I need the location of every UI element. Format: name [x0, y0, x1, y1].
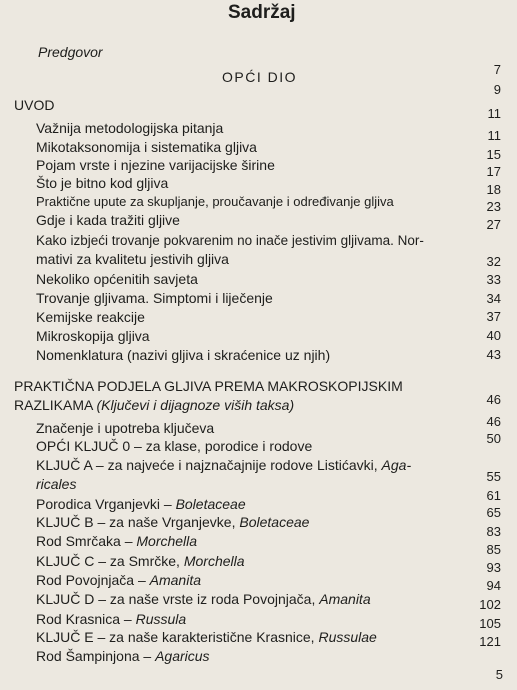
toc-entry: Kemijske reakcije — [36, 309, 145, 325]
toc-entry: KLJUČ E – za naše karakteristične Krasnice, Russulae — [36, 629, 377, 645]
page-number: 11 — [487, 128, 501, 143]
page-number: 23 — [486, 199, 501, 214]
toc-entry-predgovor: Predgovor — [38, 44, 103, 60]
page-number: 11 — [487, 106, 501, 121]
page-number: 32 — [486, 254, 501, 269]
toc-entry: Mikroskopija gljiva — [36, 328, 150, 344]
page-number: 37 — [486, 309, 501, 324]
page-number: 34 — [486, 291, 501, 306]
toc-entry: KLJUČ C – za Smrčke, Morchella — [36, 553, 245, 569]
page-number: 15 — [486, 147, 501, 162]
toc-entry: KLJUČ B – za naše Vrganjevke, Boletaceae — [36, 514, 310, 530]
toc-entry-uvod: UVOD — [14, 97, 55, 113]
toc-entry: Značenje i upotreba ključeva — [36, 420, 215, 436]
toc-entry: Rod Smrčaka – Morchella — [36, 533, 198, 549]
page-number: 33 — [486, 272, 501, 287]
page-number: 105 — [479, 616, 501, 631]
toc-entry: Trovanje gljivama. Simptomi i liječenje — [36, 290, 273, 306]
page-number: 27 — [486, 217, 501, 232]
toc-entry: Mikotaksonomija i sistematika gljiva — [36, 139, 257, 155]
page-number: 43 — [486, 347, 501, 362]
page-number: 93 — [486, 560, 501, 575]
toc-section-prakticna: PRAKTIČNA PODJELA GLJIVA PREMA MAKROSKOPIJSKIM — [14, 378, 403, 394]
page-number: 40 — [486, 328, 501, 343]
page-number: 46 — [486, 392, 501, 407]
page-number: 85 — [486, 542, 501, 557]
toc-entry: Rod Šampinjona – Agaricus — [36, 648, 210, 664]
toc-entry: Što je bitno kod gljiva — [36, 175, 169, 191]
page-folio: 5 — [495, 667, 503, 682]
toc-entry: KLJUČ A – za najveće i najznačajnije rodove Listićavki, Aga- — [36, 457, 412, 473]
page-number: 50 — [486, 431, 501, 446]
page-number: 65 — [486, 505, 501, 520]
toc-entry: ricales — [36, 476, 77, 492]
toc-entry: KLJUČ D – za naše vrste iz roda Povojnjača, Amanita — [36, 591, 371, 607]
toc-entry: Rod Povojnjača – Amanita — [36, 572, 201, 588]
page-number: 121 — [479, 634, 501, 649]
toc-entry: OPĆI KLJUČ 0 – za klase, porodice i rodove — [36, 438, 313, 454]
page-number: 7 — [493, 62, 501, 77]
page-title: Sadržaj — [228, 2, 296, 23]
toc-entry: Pojam vrste i njezine varijacijske širine — [36, 157, 275, 173]
page-number: 94 — [486, 578, 501, 593]
page-number: 83 — [486, 524, 501, 539]
page-number: 17 — [486, 164, 501, 179]
page-number: 18 — [486, 182, 501, 197]
toc-entry: Rod Krasnica – Russula — [36, 611, 187, 627]
toc-entry: Nomenklatura (nazivi gljiva i skraćenice uz njih) — [36, 347, 331, 363]
toc-entry: Nekoliko općenitih savjeta — [36, 271, 198, 287]
toc-section-razlikama: RAZLIKAMA (Ključevi i dijagnoze viših taksa) — [14, 397, 295, 413]
toc-entry: Gdje i kada tražiti gljive — [36, 212, 180, 228]
toc-entry: Važnija metodologijska pitanja — [36, 120, 224, 136]
page-number: 9 — [493, 82, 501, 97]
toc-entry: Porodica Vrganjevki – Boletaceae — [36, 496, 246, 512]
toc-entry: mativi za kvalitetu jestivih gljiva — [36, 251, 229, 267]
page-number: 102 — [479, 597, 501, 612]
page-number: 61 — [486, 488, 501, 503]
toc-entry: Kako izbjeći trovanje pokvarenim no inače jestivim gljivama. Nor- — [36, 233, 424, 248]
section-heading-opci-dio: OPĆI DIO — [222, 69, 298, 85]
page-number: 46 — [486, 414, 501, 429]
page-number: 55 — [486, 469, 501, 484]
toc-entry: Praktične upute za skupljanje, proučavanje i određivanje gljiva — [36, 194, 394, 209]
